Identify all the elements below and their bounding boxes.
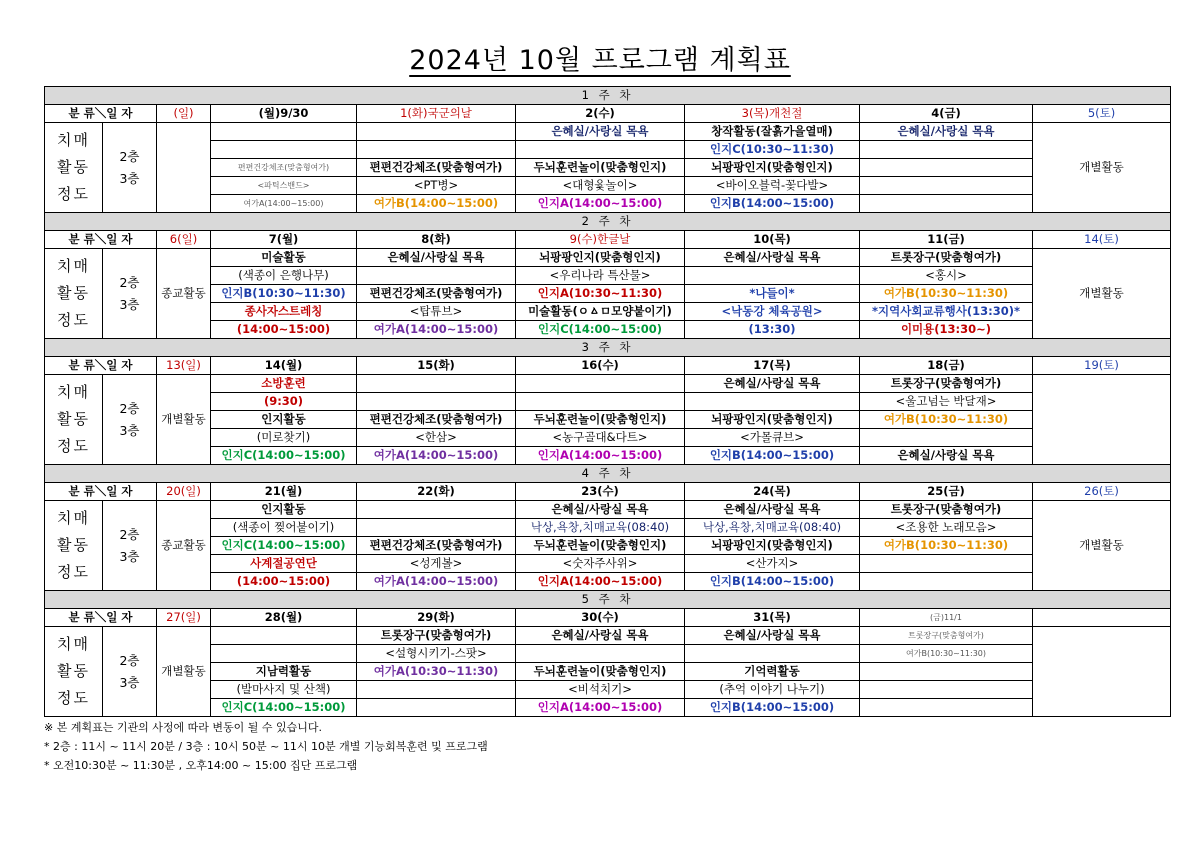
floor-line: 2층 <box>119 148 140 164</box>
date-cell: 29(화) <box>357 609 516 627</box>
activity-cell <box>860 663 1033 681</box>
activity-cell: 은혜실/사랑실 목욕 <box>357 249 516 267</box>
activity-cell: 낙상,욕창,치매교육(08:40) <box>685 519 860 537</box>
date-cell: 1(화)국군의날 <box>357 105 516 123</box>
date-cell: 14(월) <box>211 357 357 375</box>
category-line: 치매 <box>57 257 90 275</box>
category-date-header: 분 류＼일 자 <box>45 357 157 375</box>
activity-cell: *지역사회교류행사(13:30)* <box>860 303 1033 321</box>
activity-cell: 여가A(10:30~11:30) <box>357 663 516 681</box>
date-cell: 23(수) <box>516 483 685 501</box>
date-row <box>45 609 1171 627</box>
activity-cell: <대형윷놀이> <box>516 177 685 195</box>
activity-row <box>45 321 1171 339</box>
saturday-note <box>1033 375 1171 465</box>
activity-cell <box>357 681 516 699</box>
saturday-note: 개별활동 <box>1033 123 1171 213</box>
date-cell: 2(수) <box>516 105 685 123</box>
floor-line: 2층 <box>119 274 140 290</box>
activity-row <box>45 195 1171 213</box>
activity-cell: 인지활동 <box>211 501 357 519</box>
date-row <box>45 105 1171 123</box>
activity-cell <box>685 267 860 285</box>
floor-line: 2층 <box>119 400 140 416</box>
page-title: 2024년 10월 프로그램 계획표 <box>409 45 791 76</box>
activity-cell: 여가A(14:00~15:00) <box>357 321 516 339</box>
note-line: * 오전10:30분 ~ 11:30분 , 오후14:00 ~ 15:00 집단 프로그램 <box>44 759 358 772</box>
activity-cell: 인지C(14:00~15:00) <box>211 537 357 555</box>
activity-cell: 인지C(10:30~11:30) <box>685 141 860 159</box>
activity-cell: 은혜실/사랑실 목욕 <box>516 627 685 645</box>
activity-cell: <파틱스밴드> <box>211 177 357 195</box>
sunday-note <box>157 123 211 213</box>
saturday-note: 개별활동 <box>1033 501 1171 591</box>
activity-cell <box>860 699 1033 717</box>
category-cell <box>45 375 103 465</box>
category-cell <box>45 249 103 339</box>
activity-row <box>45 159 1171 177</box>
date-cell: 5(토) <box>1033 105 1171 123</box>
category-line: 치매 <box>57 509 90 527</box>
category-line: 활동 <box>57 410 90 428</box>
saturday-note <box>1033 627 1171 717</box>
activity-cell: 트롯장구(맞춤형여가) <box>860 375 1033 393</box>
activity-cell: 은혜실/사랑실 목욕 <box>516 123 685 141</box>
category-line: 정도 <box>57 311 90 329</box>
activity-row <box>45 429 1171 447</box>
activity-cell: 은혜실/사랑실 목욕 <box>516 501 685 519</box>
activity-cell: 편편건강체조(맞춤형여가) <box>357 285 516 303</box>
activity-row <box>45 555 1171 573</box>
activity-cell: 인지B(14:00~15:00) <box>685 447 860 465</box>
activity-cell: <한삼> <box>357 429 516 447</box>
activity-cell: <설형시키기-스팟> <box>357 645 516 663</box>
date-cell: 14(토) <box>1033 231 1171 249</box>
activity-row <box>45 627 1171 645</box>
activity-cell: 편편건강체조(맞춤형여가) <box>211 159 357 177</box>
activity-cell: 인지B(14:00~15:00) <box>685 699 860 717</box>
sunday-note: 종교활동 <box>157 249 211 339</box>
floor-cell <box>103 375 157 465</box>
activity-cell <box>211 141 357 159</box>
activity-cell: 이미용(13:30~) <box>860 321 1033 339</box>
date-cell: 11(금) <box>860 231 1033 249</box>
activity-cell: 은혜실/사랑실 목욕 <box>860 123 1033 141</box>
category-line: 정도 <box>57 437 90 455</box>
activity-cell <box>685 645 860 663</box>
date-row <box>45 357 1171 375</box>
week-label: 1 주 차 <box>45 87 1171 105</box>
activity-cell <box>685 393 860 411</box>
activity-cell: (14:00~15:00) <box>211 573 357 591</box>
date-cell: 30(수) <box>516 609 685 627</box>
activity-row <box>45 537 1171 555</box>
category-cell <box>45 501 103 591</box>
activity-cell: 기억력활동 <box>685 663 860 681</box>
floor-line: 3층 <box>119 674 140 690</box>
activity-row <box>45 393 1171 411</box>
week-header <box>45 87 1171 105</box>
activity-row <box>45 447 1171 465</box>
activity-row <box>45 123 1171 141</box>
category-line: 정도 <box>57 563 90 581</box>
activity-cell: 종사자스트레칭 <box>211 303 357 321</box>
activity-cell: 인지A(10:30~11:30) <box>516 285 685 303</box>
floor-line: 2층 <box>119 652 140 668</box>
activity-cell: (발마사지 및 산책) <box>211 681 357 699</box>
activity-row <box>45 249 1171 267</box>
category-line: 활동 <box>57 662 90 680</box>
note-line: ※ 본 계획표는 기관의 사정에 따라 변동이 될 수 있습니다. <box>44 721 322 734</box>
date-cell: 24(목) <box>685 483 860 501</box>
activity-cell <box>357 519 516 537</box>
activity-cell <box>357 123 516 141</box>
date-cell: (월)9/30 <box>211 105 357 123</box>
activity-cell <box>357 699 516 717</box>
activity-row <box>45 285 1171 303</box>
activity-cell: <홍시> <box>860 267 1033 285</box>
activity-cell <box>860 429 1033 447</box>
week-label: 4 주 차 <box>45 465 1171 483</box>
activity-cell: 편편건강체조(맞춤형여가) <box>357 537 516 555</box>
date-cell: 20(일) <box>157 483 211 501</box>
date-cell: 18(금) <box>860 357 1033 375</box>
date-cell: 26(토) <box>1033 483 1171 501</box>
activity-cell: 미술활동(ㅇㅿㅁ모양붙이기) <box>516 303 685 321</box>
activity-cell: 인지A(14:00~15:00) <box>516 573 685 591</box>
activity-cell: 은혜실/사랑실 목욕 <box>685 627 860 645</box>
activity-cell <box>860 159 1033 177</box>
activity-cell <box>860 177 1033 195</box>
activity-cell: (13:30) <box>685 321 860 339</box>
activity-cell: <탑튜브> <box>357 303 516 321</box>
activity-cell: (14:00~15:00) <box>211 321 357 339</box>
activity-cell: 여가B(14:00~15:00) <box>357 195 516 213</box>
category-date-header: 분 류＼일 자 <box>45 231 157 249</box>
floor-cell <box>103 249 157 339</box>
activity-cell: <비석치기> <box>516 681 685 699</box>
activity-cell: <PT병> <box>357 177 516 195</box>
activity-cell: 여가A(14:00~15:00) <box>357 447 516 465</box>
week-label: 2 주 차 <box>45 213 1171 231</box>
activity-cell: 트롯장구(맞춤형여가) <box>860 627 1033 645</box>
activity-cell: 뇌팡팡인지(맞춤형인지) <box>685 537 860 555</box>
activity-cell: 트롯장구(맞춤형여가) <box>860 501 1033 519</box>
activity-row <box>45 663 1171 681</box>
activity-cell: 인지B(14:00~15:00) <box>685 573 860 591</box>
activity-cell: 사계절공연단 <box>211 555 357 573</box>
activity-cell: (미로찾기) <box>211 429 357 447</box>
activity-row <box>45 303 1171 321</box>
activity-cell <box>357 141 516 159</box>
activity-cell: 뇌팡팡인지(맞춤형인지) <box>685 411 860 429</box>
activity-cell: 두뇌훈련놀이(맞춤형인지) <box>516 159 685 177</box>
activity-cell <box>516 375 685 393</box>
activity-cell: 소방훈련 <box>211 375 357 393</box>
activity-cell: 두뇌훈련놀이(맞춤형인지) <box>516 663 685 681</box>
activity-cell: 인지C(14:00~15:00) <box>211 447 357 465</box>
floor-cell <box>103 123 157 213</box>
date-cell: 7(월) <box>211 231 357 249</box>
category-date-header: 분 류＼일 자 <box>45 483 157 501</box>
date-cell: (금)11/1 <box>860 609 1033 627</box>
activity-row <box>45 645 1171 663</box>
activity-row <box>45 177 1171 195</box>
date-cell: 19(토) <box>1033 357 1171 375</box>
activity-cell: 편편건강체조(맞춤형여가) <box>357 159 516 177</box>
category-line: 치매 <box>57 131 90 149</box>
category-date-header: 분 류＼일 자 <box>45 105 157 123</box>
activity-cell: 인지C(14:00~15:00) <box>516 321 685 339</box>
schedule-table <box>44 86 1171 717</box>
week-header <box>45 591 1171 609</box>
date-cell: 4(금) <box>860 105 1033 123</box>
activity-cell: *나들이* <box>685 285 860 303</box>
activity-cell: 인지활동 <box>211 411 357 429</box>
activity-cell <box>860 681 1033 699</box>
activity-row <box>45 411 1171 429</box>
activity-cell <box>357 375 516 393</box>
category-line: 활동 <box>57 536 90 554</box>
activity-cell: <농구골대&다트> <box>516 429 685 447</box>
activity-cell: (추억 이야기 나누기) <box>685 681 860 699</box>
activity-cell: <낙동강 체육공원> <box>685 303 860 321</box>
activity-cell <box>516 645 685 663</box>
date-cell: 22(화) <box>357 483 516 501</box>
category-cell <box>45 123 103 213</box>
category-line: 정도 <box>57 689 90 707</box>
activity-cell: 여가B(10:30~11:30) <box>860 537 1033 555</box>
date-cell: 28(월) <box>211 609 357 627</box>
activity-cell <box>211 123 357 141</box>
date-cell: 6(일) <box>157 231 211 249</box>
sunday-note: 종교활동 <box>157 501 211 591</box>
activity-cell <box>860 141 1033 159</box>
activity-cell: 인지A(14:00~15:00) <box>516 699 685 717</box>
date-cell: 3(목)개천절 <box>685 105 860 123</box>
category-cell <box>45 627 103 717</box>
activity-cell: <성게볼> <box>357 555 516 573</box>
activity-cell <box>860 195 1033 213</box>
activity-cell: 편편건강체조(맞춤형여가) <box>357 411 516 429</box>
activity-cell: 트롯장구(맞춤형여가) <box>357 627 516 645</box>
category-date-header: 분 류＼일 자 <box>45 609 157 627</box>
floor-line: 2층 <box>119 526 140 542</box>
date-cell: 10(목) <box>685 231 860 249</box>
activity-row <box>45 375 1171 393</box>
activity-cell: 뇌팡팡인지(맞춤형인지) <box>516 249 685 267</box>
activity-cell: (색종이 찢어붙이기) <box>211 519 357 537</box>
date-cell: 9(수)한글날 <box>516 231 685 249</box>
week-label: 3 주 차 <box>45 339 1171 357</box>
activity-cell: 여가B(10:30~11:30) <box>860 411 1033 429</box>
date-cell: (일) <box>157 105 211 123</box>
floor-line: 3층 <box>119 170 140 186</box>
category-line: 활동 <box>57 284 90 302</box>
date-cell: 8(화) <box>357 231 516 249</box>
activity-cell <box>860 555 1033 573</box>
activity-cell <box>860 573 1033 591</box>
activity-row <box>45 141 1171 159</box>
floor-line: 3층 <box>119 422 140 438</box>
activity-cell <box>516 393 685 411</box>
saturday-note: 개별활동 <box>1033 249 1171 339</box>
activity-cell: 인지A(14:00~15:00) <box>516 447 685 465</box>
activity-cell: (색종이 은행나무) <box>211 267 357 285</box>
category-line: 정도 <box>57 185 90 203</box>
date-row <box>45 483 1171 501</box>
activity-cell <box>211 627 357 645</box>
date-cell: 21(월) <box>211 483 357 501</box>
date-cell <box>1033 609 1171 627</box>
activity-cell <box>357 393 516 411</box>
activity-cell <box>357 501 516 519</box>
floor-line: 3층 <box>119 548 140 564</box>
week-header <box>45 465 1171 483</box>
activity-cell <box>211 645 357 663</box>
activity-cell: 은혜실/사랑실 목욕 <box>685 249 860 267</box>
date-cell: 15(화) <box>357 357 516 375</box>
activity-row <box>45 519 1171 537</box>
notes <box>44 718 488 775</box>
activity-cell: 인지C(14:00~15:00) <box>211 699 357 717</box>
date-cell: 27(일) <box>157 609 211 627</box>
activity-cell: <조용한 노래모음> <box>860 519 1033 537</box>
activity-cell: 여가A(14:00~15:00) <box>357 573 516 591</box>
activity-cell: <가몰큐브> <box>685 429 860 447</box>
activity-cell <box>357 267 516 285</box>
activity-cell: 창작활동(잘흙가을열매) <box>685 123 860 141</box>
floor-cell <box>103 627 157 717</box>
activity-cell <box>516 141 685 159</box>
week-header <box>45 339 1171 357</box>
activity-cell: 인지A(14:00~15:00) <box>516 195 685 213</box>
activity-row <box>45 573 1171 591</box>
activity-cell: 낙상,욕창,치매교육(08:40) <box>516 519 685 537</box>
date-cell: 13(일) <box>157 357 211 375</box>
sunday-note: 개별활동 <box>157 627 211 717</box>
activity-cell: 두뇌훈련놀이(맞춤형인지) <box>516 537 685 555</box>
activity-row <box>45 699 1171 717</box>
activity-cell: 인지B(10:30~11:30) <box>211 285 357 303</box>
activity-cell: <울고넘는 박달재> <box>860 393 1033 411</box>
activity-cell: 여가A(14:00~15:00) <box>211 195 357 213</box>
activity-cell: 트롯장구(맞춤형여가) <box>860 249 1033 267</box>
activity-cell: 뇌팡팡인지(맞춤형인지) <box>685 159 860 177</box>
activity-cell: 여가B(10:30~11:30) <box>860 285 1033 303</box>
activity-cell: <우리나라 특산물> <box>516 267 685 285</box>
note-line: * 2층 : 11시 ~ 11시 20분 / 3층 : 10시 50분 ~ 11시 10분 개별 기능회복훈련 및 프로그램 <box>44 740 488 753</box>
activity-row <box>45 267 1171 285</box>
floor-cell <box>103 501 157 591</box>
activity-cell: 미술활동 <box>211 249 357 267</box>
activity-cell: 여가B(10:30~11:30) <box>860 645 1033 663</box>
activity-cell: 은혜실/사랑실 목욕 <box>860 447 1033 465</box>
activity-cell: 은혜실/사랑실 목욕 <box>685 375 860 393</box>
activity-cell: <숫자주사위> <box>516 555 685 573</box>
date-cell: 17(목) <box>685 357 860 375</box>
week-label: 5 주 차 <box>45 591 1171 609</box>
activity-cell: 두뇌훈련놀이(맞춤형인지) <box>516 411 685 429</box>
week-header <box>45 213 1171 231</box>
sunday-note: 개별활동 <box>157 375 211 465</box>
activity-row <box>45 681 1171 699</box>
activity-cell: 은혜실/사랑실 목욕 <box>685 501 860 519</box>
date-row <box>45 231 1171 249</box>
date-cell: 16(수) <box>516 357 685 375</box>
category-line: 치매 <box>57 635 90 653</box>
activity-cell: 인지B(14:00~15:00) <box>685 195 860 213</box>
floor-line: 3층 <box>119 296 140 312</box>
category-line: 활동 <box>57 158 90 176</box>
activity-cell: 지남력활동 <box>211 663 357 681</box>
date-cell: 31(목) <box>685 609 860 627</box>
activity-cell: <산가지> <box>685 555 860 573</box>
activity-cell: <바이오블럭-꽃다발> <box>685 177 860 195</box>
activity-row <box>45 501 1171 519</box>
activity-cell: (9:30) <box>211 393 357 411</box>
date-cell: 25(금) <box>860 483 1033 501</box>
category-line: 치매 <box>57 383 90 401</box>
